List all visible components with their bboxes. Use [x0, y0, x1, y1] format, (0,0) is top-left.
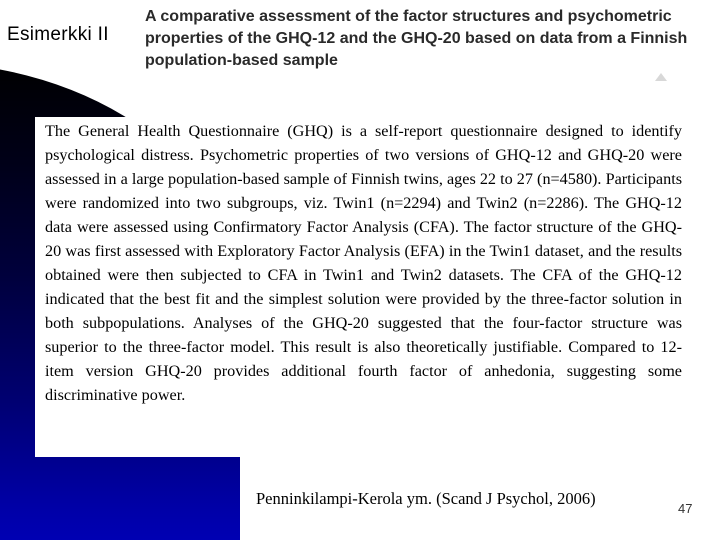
slide-label: Esimerkki II	[7, 24, 109, 45]
triangle-icon	[655, 73, 667, 81]
citation: Penninkilampi-Kerola ym. (Scand J Psychol, 2006)	[256, 489, 596, 508]
abstract-box	[35, 117, 683, 457]
abstract-text: The General Health Questionnaire (GHQ) is a self-report questionnaire designed to identify psychological distress. Psychometric properties of two versions of GHQ-12 and GHQ‐20 were assessed in a large population-based sample of Finnish twins, ages 22 to 27 (n=4580). Participants were randomized into two subgroups, viz. Twin1 (n=2294) and Twin2 (n=2286). The GHQ-12 data were assessed using Confirmatory Factor Analysis (CFA). The factor structure of the GHQ-20 was first assessed with Exploratory Factor Analysis (EFA) in the Twin1 dataset, and the results obtained were then subjected to CFA in Twin1 and Twin2 datasets. The CFA of the GHQ-12 indicated that the best fit and the simplest solution were provided by the three-factor solution in both subpopulations. Analyses of the GHQ-20 suggested that the four-factor structure was superior to the three-factor model. This result is also theoretically justifiable. Compared to 12-item version GHQ‐20 provides additional fourth factor of anhedonia, suggesting some discriminative power.	[45, 122, 682, 404]
page-number: 47	[678, 501, 693, 516]
slide-title: A comparative assessment of the factor structures and psychometric properties of the GHQ-12 and the GHQ-20 based on data from a Finnish population-based sample	[145, 8, 688, 69]
